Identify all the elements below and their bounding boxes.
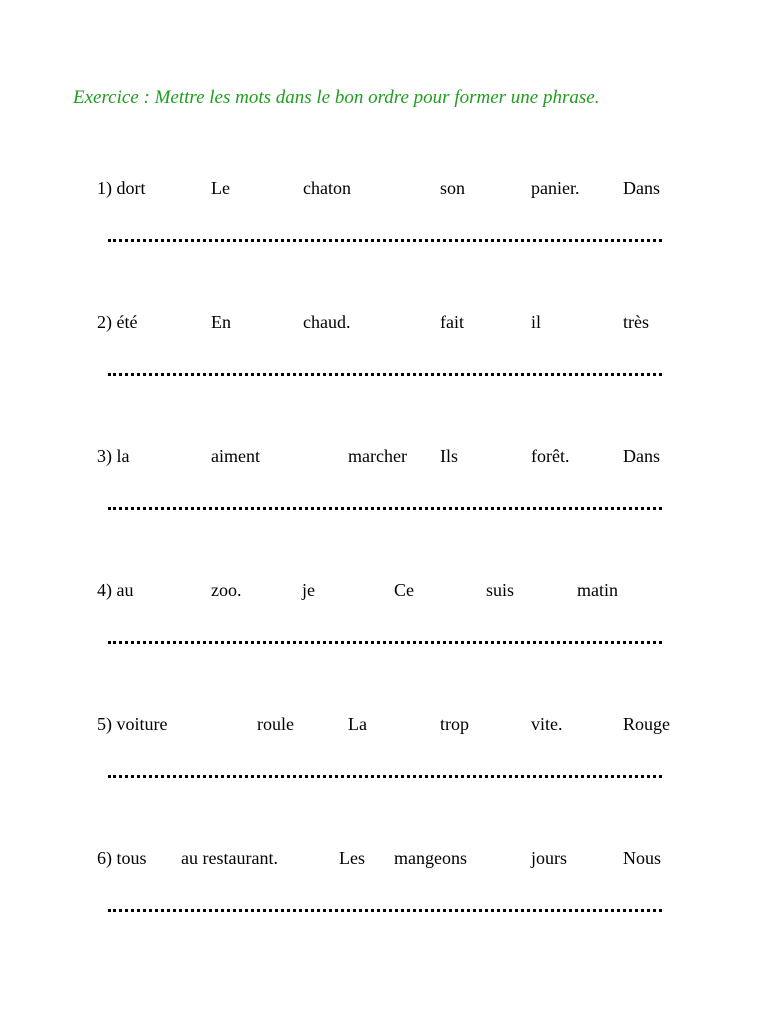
word: il — [531, 312, 542, 332]
word: Dans — [623, 446, 660, 466]
word: suis — [486, 580, 515, 600]
word: trop — [440, 714, 469, 734]
word: aiment — [211, 446, 260, 466]
word: Ce — [394, 580, 414, 600]
word: son — [440, 178, 466, 198]
word: Rouge — [623, 714, 670, 734]
word: 1) dort — [97, 178, 146, 198]
exercise-5 — [0, 713, 768, 793]
word: roule — [257, 714, 294, 734]
word: 3) la — [97, 446, 130, 466]
word: 2) été — [97, 312, 138, 332]
answer-line[interactable] — [108, 507, 662, 510]
word: panier. — [531, 178, 580, 198]
exercise-2 — [0, 311, 768, 391]
word: Nous — [623, 848, 662, 868]
word: forêt. — [531, 446, 570, 466]
exercise-4 — [0, 579, 768, 659]
word: marcher — [348, 446, 407, 466]
word: jours — [531, 848, 567, 868]
word: 4) au — [97, 580, 134, 600]
word: Ils — [440, 446, 458, 466]
exercise-3 — [0, 445, 768, 525]
word: vite. — [531, 714, 563, 734]
word: au restaurant. — [181, 848, 278, 868]
word: La — [348, 714, 367, 734]
word: 6) tous — [97, 848, 147, 868]
exercise-title: Exercice : Mettre les mots dans le bon ordre pour former une phrase. — [73, 87, 600, 108]
word: Dans — [623, 178, 660, 198]
exercise-6 — [0, 847, 768, 927]
word: Les — [339, 848, 365, 868]
word: Le — [211, 178, 230, 198]
word: fait — [440, 312, 464, 332]
answer-line[interactable] — [108, 373, 662, 376]
word: chaton — [303, 178, 351, 198]
word: En — [211, 312, 231, 332]
word: chaud. — [303, 312, 351, 332]
answer-line[interactable] — [108, 775, 662, 778]
answer-line[interactable] — [108, 641, 662, 644]
word: très — [623, 312, 649, 332]
word: 5) voiture — [97, 714, 168, 734]
word: mangeons — [394, 848, 467, 868]
word: je — [302, 580, 315, 600]
answer-line[interactable] — [108, 909, 662, 912]
answer-line[interactable] — [108, 239, 662, 242]
word: matin — [577, 580, 618, 600]
exercise-1 — [0, 177, 768, 257]
word: zoo. — [211, 580, 242, 600]
